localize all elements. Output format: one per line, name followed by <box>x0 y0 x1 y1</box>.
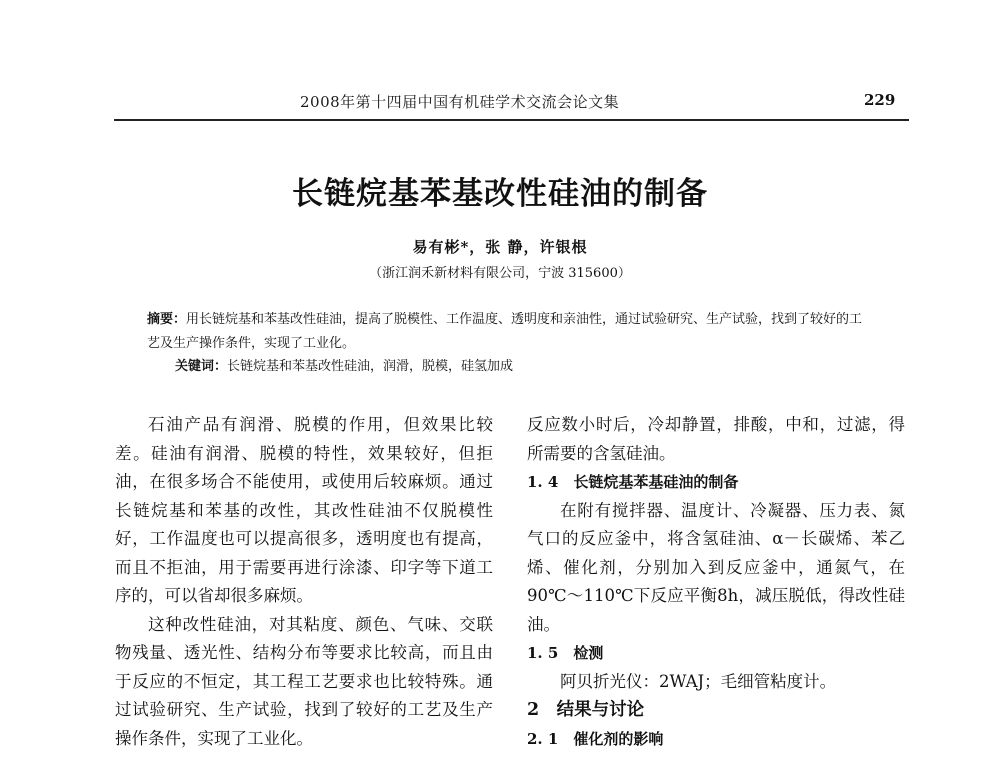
paper-title: 长链烷基苯基改性硅油的制备 <box>292 176 708 212</box>
body-paragraph: 这种改性硅油，对其粘度、颜色、气味、交联物残量、透光性、结构分布等要求比较高，而且由于反应的不恒定，其工程工艺要求也比较特殊。通过试验研究、生产试验，找到了较好的工艺及生产操作条件，实现了工业化。 <box>115 614 493 748</box>
running-header: 2008年第十四届中国有机硅学术交流会论文集 <box>300 93 620 111</box>
keywords <box>175 355 513 374</box>
section-heading-1-4: 1. 4 长链烷基苯基硅油的制备 <box>527 473 739 491</box>
section-heading-1-5: 1. 5 检测 <box>527 644 604 662</box>
affiliation: （浙江润禾新材料有限公司，宁波 315600） <box>369 266 631 281</box>
section-heading-2-1: 2. 1 催化剂的影响 <box>527 729 664 748</box>
right-column <box>527 411 905 753</box>
body-paragraph: 反应数小时后，冷却静置，排酸，中和，过滤，得所需要的含氢硅油。 <box>527 415 905 463</box>
body-paragraph: 阿贝折光仪：2WAJ；毛细管粘度计。 <box>560 671 837 691</box>
body-paragraph: 在附有搅拌器、温度计、冷凝器、压力表、氮气口的反应釜中，将含氢硅油、α－长碳烯、苯乙烯、催化剂，分别加入到反应釜中，通氮气，在90℃～110℃下反应平衡8h，减压脱低，得改性硅油。 <box>527 500 905 634</box>
body-paragraph: 石油产品有润滑、脱模的作用，但效果比较差。硅油有润滑、脱模的特性，效果较好，但拒油，在很多场合不能使用，或使用后较麻烦。通过长链烷基和苯基的改性，其改性硅油不仅脱模性好，工作温度也可以提高很多，透明度也有提高，而且不拒油，用于需要再进行涂漆、印字等下道工序的，可以省却很多麻烦。 <box>115 415 493 605</box>
authors: 易有彬*，张 静，许银根 <box>412 238 588 256</box>
page-number: 229 <box>864 91 896 109</box>
keywords-text: 长链烷基和苯基改性硅油，润滑，脱模，硅氢加成 <box>227 359 514 374</box>
abstract <box>147 308 867 356</box>
keywords-label: 关键词： <box>175 359 228 374</box>
section-heading-2: 2 结果与讨论 <box>527 700 645 720</box>
left-column <box>115 411 493 753</box>
header-divider <box>114 119 909 121</box>
abstract-label: 摘要： <box>147 312 187 327</box>
abstract-text: 用长链烷基和苯基改性硅油，提高了脱模性、工作温度、透明度和亲油性，通过试验研究、生产试验，找到了较好的工艺及生产操作条件，实现了工业化。 <box>147 312 863 351</box>
